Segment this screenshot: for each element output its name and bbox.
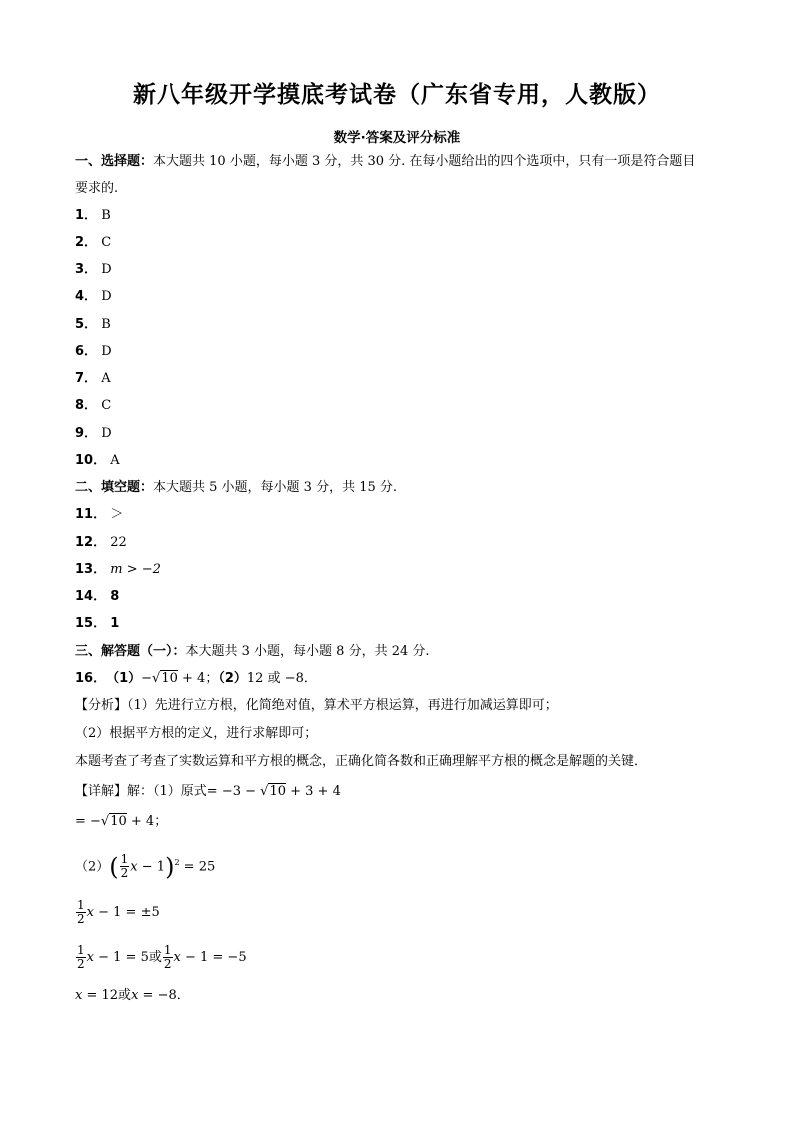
- frac-den: 2: [77, 912, 85, 926]
- p2-label: （2）: [75, 859, 110, 875]
- answer-5: [75, 316, 111, 334]
- answer-num: 3．: [75, 262, 98, 277]
- answer-3: [75, 261, 112, 279]
- answer-14: [75, 588, 119, 606]
- answer-9: [75, 425, 112, 443]
- frac-num: 1: [163, 943, 172, 957]
- q16-step4: [75, 943, 247, 973]
- answer-value: 22: [110, 535, 127, 550]
- answer-2: [75, 234, 111, 252]
- q16-part2-label: （2）: [218, 671, 247, 686]
- answer-value: D: [101, 426, 112, 441]
- answer-12: [75, 534, 127, 552]
- answer-6: [75, 343, 112, 361]
- q16-part1-suffix: + 4: [177, 671, 206, 686]
- answer-value: B: [101, 317, 111, 332]
- section1-heading: 一、选择题：: [75, 154, 154, 169]
- section1-desc-line2: 要求的.: [75, 181, 119, 196]
- answer-value: 1: [110, 616, 120, 631]
- analysis-tag: 【分析】: [75, 698, 128, 713]
- page-subtitle: 数学·答案及评分标准: [333, 130, 461, 146]
- final-a: = 12: [82, 988, 119, 1003]
- answer-num: 7．: [75, 371, 98, 386]
- q16-answer: 16．（1）−√10 + 4；（2）12 或 −8．: [75, 671, 317, 686]
- answer-num: 13．: [75, 562, 107, 577]
- section1-desc-line1: 本大题共 10 小题，每小题 3 分，共 30 分. 在每小题给出的四个选项中，只有一项是符合题目: [153, 154, 696, 169]
- answer-num: 4．: [75, 289, 98, 304]
- section1-header: [75, 153, 695, 171]
- exponent: 2: [174, 858, 180, 867]
- var-x: x: [75, 988, 83, 1003]
- answer-value: D: [101, 262, 112, 277]
- analysis-text: （1）先进行立方根，化简绝对值，算术平方根运算，再进行加减运算即可；: [127, 698, 558, 713]
- answer-num: 11．: [75, 507, 107, 522]
- detail-tag: 【详解】: [75, 784, 128, 799]
- q16-summary: 本题考查了考查了实数运算和平方根的概念，正确化简各数和正确理解平方根的概念是解题的关键．: [75, 754, 648, 769]
- detail-step1-post: + 3 + 4: [286, 784, 341, 799]
- answer-num: 5．: [75, 317, 98, 332]
- answer-num: 9．: [75, 426, 98, 441]
- section3-desc: 本大题共 3 小题，每小题 8 分，共 24 分.: [185, 644, 430, 659]
- answer-8: [75, 397, 111, 415]
- fraction: [163, 944, 173, 971]
- or-word: 或: [118, 988, 132, 1003]
- step4-rest-a: − 1 = 5: [93, 950, 149, 965]
- answer-num: 10．: [75, 453, 107, 468]
- answer-13: [75, 561, 161, 579]
- frac-num: 1: [77, 943, 85, 957]
- right-paren: ): [165, 852, 175, 881]
- var-x: x: [86, 905, 94, 920]
- frac-num: 1: [77, 898, 85, 912]
- answer-value: m > −2: [110, 562, 161, 577]
- step4-rest-b: − 1 = −5: [180, 950, 247, 965]
- answer-num: 2．: [75, 235, 98, 250]
- q16-num: 16．: [75, 671, 107, 686]
- q16-part1-label: （1）: [106, 671, 142, 686]
- var-x: x: [131, 988, 139, 1003]
- left-paren: (: [109, 852, 119, 881]
- fraction: [76, 899, 86, 926]
- q16-step3: [75, 898, 160, 928]
- frac-den: 2: [120, 866, 129, 881]
- answer-value: A: [110, 453, 120, 468]
- step2-pre: = −: [75, 814, 101, 829]
- q16-step2: = −√10 + 4；: [75, 814, 168, 829]
- answer-value: ＞: [110, 507, 124, 522]
- section2-header: [75, 479, 397, 497]
- answer-10: [75, 452, 120, 470]
- q16-part2-ans: 12 或 −8．: [246, 671, 317, 686]
- section3-heading: 三、解答题（一）：: [75, 644, 186, 659]
- answer-value: 8: [110, 589, 120, 604]
- step2-post: + 4；: [126, 814, 168, 829]
- answer-value: D: [101, 289, 112, 304]
- q16-part1-prefix: −: [141, 671, 153, 686]
- q16-analysis-2: （2）根据平方根的定义，进行求解即可；: [75, 726, 318, 741]
- fraction: [76, 944, 86, 971]
- var-x: x: [130, 859, 138, 875]
- answer-num: 12．: [75, 535, 107, 550]
- fraction: [120, 853, 130, 880]
- detail-step1-pre: = −3 −: [206, 784, 261, 799]
- section3-header: [75, 643, 430, 661]
- step3-rest: − 1 = ±5: [93, 905, 160, 920]
- answer-num: 15．: [75, 616, 107, 631]
- answer-4: [75, 288, 112, 306]
- answer-1: [75, 207, 111, 225]
- answer-value: B: [101, 208, 111, 223]
- answer-15: [75, 615, 119, 633]
- page-title: 新八年级开学摸底考试卷（广东省专用，人教版）: [133, 82, 661, 108]
- section2-desc: 本大题共 5 小题，每小题 3 分，共 15 分.: [153, 480, 398, 495]
- detail-step1-rad: 10: [269, 784, 286, 799]
- answer-value: A: [101, 371, 111, 386]
- frac-den: 2: [77, 957, 85, 971]
- q16-final: [75, 987, 190, 1005]
- q16-sep: ；: [205, 671, 219, 686]
- answer-value: C: [101, 398, 112, 413]
- p2-rhs: = 25: [179, 859, 216, 875]
- q16-analysis-1: [75, 697, 558, 715]
- p2-inner: − 1: [137, 859, 166, 875]
- answer-num: 14．: [75, 589, 107, 604]
- answer-num: 8．: [75, 398, 98, 413]
- var-x: x: [86, 950, 94, 965]
- answer-7: [75, 370, 111, 388]
- q16-detail: 【详解】解：（1）原式= −3 − √10 + 3 + 4: [75, 784, 341, 799]
- frac-num: 1: [120, 852, 129, 867]
- answer-num: 1．: [75, 208, 98, 223]
- answer-num: 6．: [75, 344, 98, 359]
- or-word: 或: [148, 950, 162, 965]
- q16-part2-eq: [75, 848, 215, 882]
- detail-intro: 解：（1）原式: [127, 784, 207, 799]
- q16-part1-radicand: 10: [161, 671, 178, 686]
- step2-rad: 10: [110, 814, 127, 829]
- final-b: = −8．: [138, 988, 190, 1003]
- answer-11: [75, 506, 123, 524]
- section2-heading: 二、填空题：: [75, 480, 154, 495]
- answer-value: C: [101, 235, 112, 250]
- answer-value: D: [101, 344, 112, 359]
- var-x: x: [173, 950, 181, 965]
- frac-den: 2: [163, 957, 172, 971]
